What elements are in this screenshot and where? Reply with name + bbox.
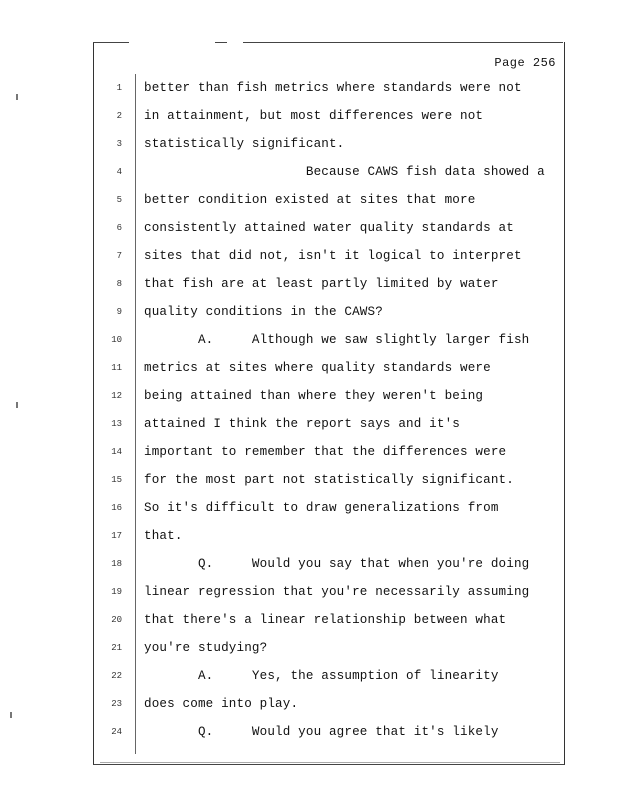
- line-text: metrics at sites where quality standards were: [144, 361, 491, 375]
- transcript-line: [96, 718, 558, 746]
- line-number: 22: [111, 671, 122, 681]
- line-text: you're studying?: [144, 641, 268, 655]
- line-text: So it's difficult to draw generalizations from: [144, 501, 499, 515]
- line-text: A. Although we saw slightly larger fish: [144, 333, 530, 347]
- line-text: Q. Would you agree that it's likely: [144, 725, 499, 739]
- line-number: 10: [111, 335, 122, 345]
- line-text: better than fish metrics where standards were not: [144, 81, 522, 95]
- line-number: 23: [111, 699, 122, 709]
- transcript-line: [96, 74, 558, 102]
- transcript-line: [96, 270, 558, 298]
- top-rule-mid: [215, 42, 227, 43]
- line-number: 8: [116, 279, 122, 289]
- line-number: 13: [111, 419, 122, 429]
- top-rule-left: [93, 42, 129, 43]
- transcript-line: [96, 102, 558, 130]
- line-number: 4: [116, 167, 122, 177]
- line-number: 15: [111, 475, 122, 485]
- transcript-line: [96, 130, 558, 158]
- line-text: that.: [144, 529, 183, 543]
- transcript-line: [96, 354, 558, 382]
- line-text: being attained than where they weren't being: [144, 389, 484, 403]
- transcript-line: [96, 522, 558, 550]
- line-number: 17: [111, 531, 122, 541]
- line-text: A. Yes, the assumption of linearity: [144, 669, 499, 683]
- line-number: 2: [116, 111, 122, 121]
- transcript-line: [96, 494, 558, 522]
- transcript-line: [96, 634, 558, 662]
- line-text: statistically significant.: [144, 137, 345, 151]
- transcript-line: [96, 298, 558, 326]
- line-number: 12: [111, 391, 122, 401]
- transcript-line: [96, 186, 558, 214]
- line-text: better condition existed at sites that more: [144, 193, 476, 207]
- line-number: 6: [116, 223, 122, 233]
- line-text: sites that did not, isn't it logical to interpret: [144, 249, 522, 263]
- line-number: 3: [116, 139, 122, 149]
- line-number: 5: [116, 195, 122, 205]
- line-text: Because CAWS fish data showed a: [144, 165, 545, 179]
- transcript-line: [96, 158, 558, 186]
- transcript-line: [96, 466, 558, 494]
- margin-mark: [10, 712, 12, 718]
- line-text: in attainment, but most differences were not: [144, 109, 484, 123]
- top-rule-right: [243, 42, 563, 43]
- transcript-line: [96, 662, 558, 690]
- line-text: that there's a linear relationship between what: [144, 613, 507, 627]
- transcript-line: [96, 242, 558, 270]
- line-text: quality conditions in the CAWS?: [144, 305, 383, 319]
- transcript-lines: [96, 74, 558, 746]
- margin-mark: [16, 94, 18, 100]
- line-number: 1: [116, 83, 122, 93]
- margin-mark: [16, 402, 18, 408]
- line-number: 11: [111, 363, 122, 373]
- line-text: that fish are at least partly limited by water: [144, 277, 499, 291]
- line-number: 14: [111, 447, 122, 457]
- line-text: for the most part not statistically significant.: [144, 473, 514, 487]
- transcript-line: [96, 410, 558, 438]
- line-number: 16: [111, 503, 122, 513]
- line-number: 7: [116, 251, 122, 261]
- transcript-line: [96, 578, 558, 606]
- line-text: attained I think the report says and it's: [144, 417, 461, 431]
- transcript-line: [96, 550, 558, 578]
- line-number: 20: [111, 615, 122, 625]
- transcript-line: [96, 382, 558, 410]
- line-text: linear regression that you're necessarily assuming: [144, 585, 530, 599]
- line-text: consistently attained water quality standards at: [144, 221, 514, 235]
- transcript-line: [96, 438, 558, 466]
- line-text: important to remember that the differences were: [144, 445, 507, 459]
- transcript-line: [96, 326, 558, 354]
- page-number: Page 256: [494, 56, 556, 70]
- line-number: 19: [111, 587, 122, 597]
- bottom-scan-noise: [100, 762, 560, 763]
- transcript-line: [96, 690, 558, 718]
- line-text: does come into play.: [144, 697, 299, 711]
- line-number: 24: [111, 727, 122, 737]
- line-text: Q. Would you say that when you're doing: [144, 557, 530, 571]
- transcript-line: [96, 606, 558, 634]
- line-number: 9: [116, 307, 122, 317]
- line-number: 18: [111, 559, 122, 569]
- transcript-line: [96, 214, 558, 242]
- line-number: 21: [111, 643, 122, 653]
